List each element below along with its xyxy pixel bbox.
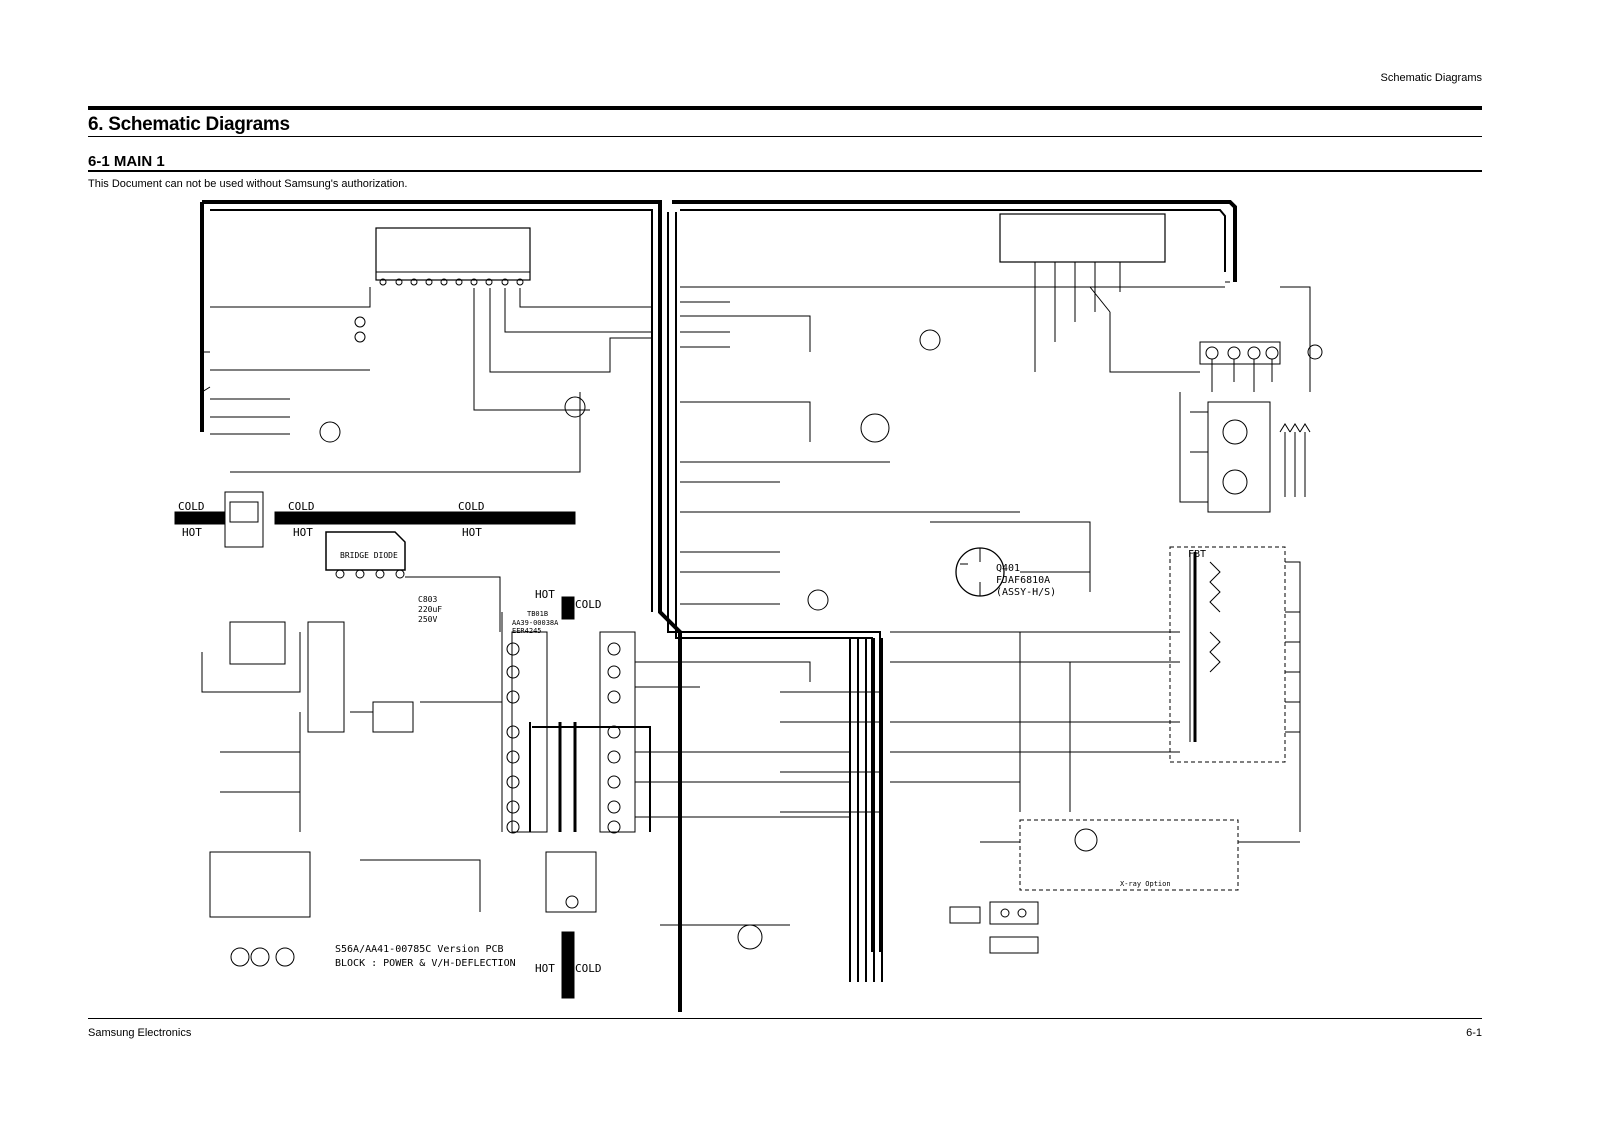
cold-label-5: COLD — [575, 962, 602, 975]
hot-label-4: HOT — [535, 588, 555, 601]
authorization-notice: This Document can not be used without Samsung's authorization. — [88, 178, 408, 190]
running-header: Schematic Diagrams — [1380, 72, 1482, 84]
cold-label-4: COLD — [575, 598, 602, 611]
footer-company: Samsung Electronics — [88, 1027, 192, 1039]
tb-part: AA39-00038A — [512, 619, 559, 627]
q401-assy: (ASSY-H/S) — [996, 587, 1057, 598]
hot-label-5: HOT — [535, 962, 555, 975]
c803-ref: C803 — [418, 595, 438, 604]
hot-label-3: HOT — [462, 526, 482, 539]
footer-rule — [88, 1018, 1482, 1019]
hot-label-1: HOT — [182, 526, 202, 539]
page-title: 6. Schematic Diagrams — [88, 114, 290, 135]
page-number: 6-1 — [1466, 1027, 1482, 1039]
q401-ref: Q401 — [996, 563, 1021, 574]
block-description: BLOCK : POWER & V/H-DEFLECTION — [335, 958, 516, 969]
schematic-diagram — [178, 192, 1510, 1004]
c803-volt: 250V — [418, 615, 438, 624]
subtitle-underline — [88, 170, 1482, 172]
title-underline — [88, 136, 1482, 137]
hot-label-2: HOT — [293, 526, 313, 539]
fbt-label: FBT — [1188, 549, 1207, 560]
c803-value: 220uF — [418, 605, 443, 614]
cold-label-3: COLD — [458, 500, 485, 513]
section-subtitle: 6-1 MAIN 1 — [88, 153, 165, 170]
xray-option-label: X-ray Option — [1120, 880, 1171, 888]
tb-ref: TB01B — [527, 610, 549, 618]
tb-code: EER4245 — [512, 627, 542, 635]
pcb-version: S56A/AA41-00785C Version PCB — [335, 944, 504, 955]
bridge-diode-label: BRIDGE DIODE — [340, 551, 398, 560]
title-rule — [88, 106, 1482, 110]
cold-label-1: COLD — [178, 500, 205, 513]
q401-part: FJAF6810A — [996, 575, 1051, 586]
cold-label-2: COLD — [288, 500, 315, 513]
